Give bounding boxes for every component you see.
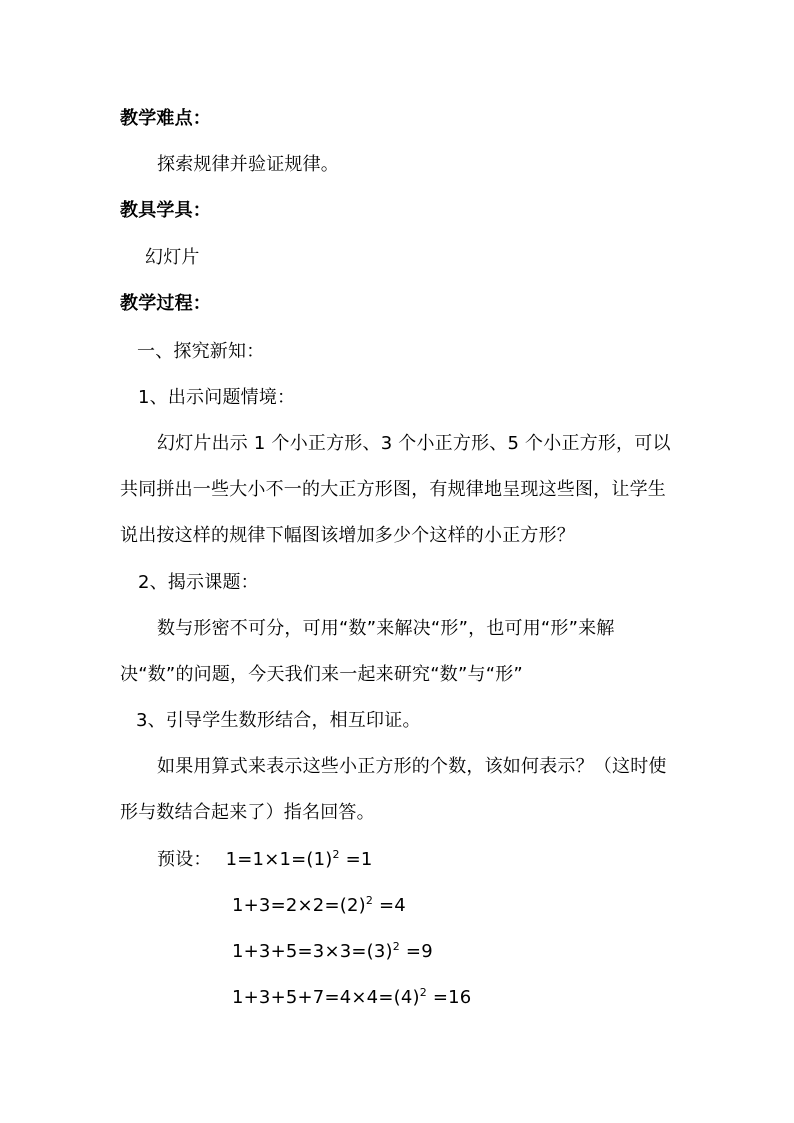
item-one-title: 1、出示问题情境：	[138, 387, 296, 408]
item-three-title: 3、引导学生数形结合，相互印证。	[136, 710, 421, 731]
formula-three-left: 1+3+5=3×3=(3)	[232, 941, 393, 962]
formula-row-four	[232, 986, 471, 1010]
formula-three-exponent: 2	[392, 940, 400, 953]
heading-teaching-difficulty: 教学难点：	[120, 108, 211, 129]
formula-four-exponent: 2	[419, 986, 427, 999]
formula-one-exponent: 2	[332, 848, 340, 861]
paragraph-two-line-one: 数与形密不可分，可用“数”来解决“形”，也可用“形”来解	[157, 618, 615, 639]
item-two-title: 2、揭示课题：	[138, 572, 259, 593]
section-one-title: 一、探究新知：	[137, 341, 265, 362]
paragraph-one-line-three: 说出按这样的规律下幅图该增加多少个这样的小正方形？	[120, 525, 575, 546]
formula-two-exponent: 2	[365, 894, 374, 907]
heading-teaching-tools: 教具学具：	[120, 200, 211, 221]
heading-teaching-process: 教学过程：	[120, 293, 211, 314]
text-teaching-tools: 幻灯片	[145, 247, 200, 268]
paragraph-one-line-two: 共同拼出一些大小不一的大正方形图，有规律地呈现这些图，让学生	[120, 479, 666, 500]
formula-label: 预设：	[157, 849, 212, 870]
paragraph-three-line-one: 如果用算式来表示这些小正方形的个数，该如何表示？（这时使	[157, 756, 667, 777]
formula-two-left: 1+3=2×2=(2)	[232, 895, 366, 916]
formula-one-right: =1	[339, 849, 373, 870]
formula-three-right: =9	[399, 941, 433, 962]
formula-row-one	[157, 848, 373, 872]
paragraph-two-line-two: 决“数”的问题，今天我们来一起来研究“数”与“形”	[120, 664, 523, 685]
formula-row-two	[232, 894, 406, 918]
formula-row-three	[232, 940, 433, 964]
formula-one-left: 1=1×1=(1)	[225, 849, 333, 870]
formula-four-right: =16	[426, 987, 472, 1008]
formula-four-left: 1+3+5+7=4×4=(4)	[232, 987, 420, 1008]
paragraph-three-line-two: 形与数结合起来了）指名回答。	[120, 802, 375, 823]
text-teaching-difficulty: 探索规律并验证规律。	[157, 154, 339, 175]
paragraph-one-line-one: 幻灯片出示 1 个小正方形、3 个小正方形、5 个小正方形，可以	[157, 433, 671, 454]
formula-two-right: =4	[373, 895, 406, 916]
